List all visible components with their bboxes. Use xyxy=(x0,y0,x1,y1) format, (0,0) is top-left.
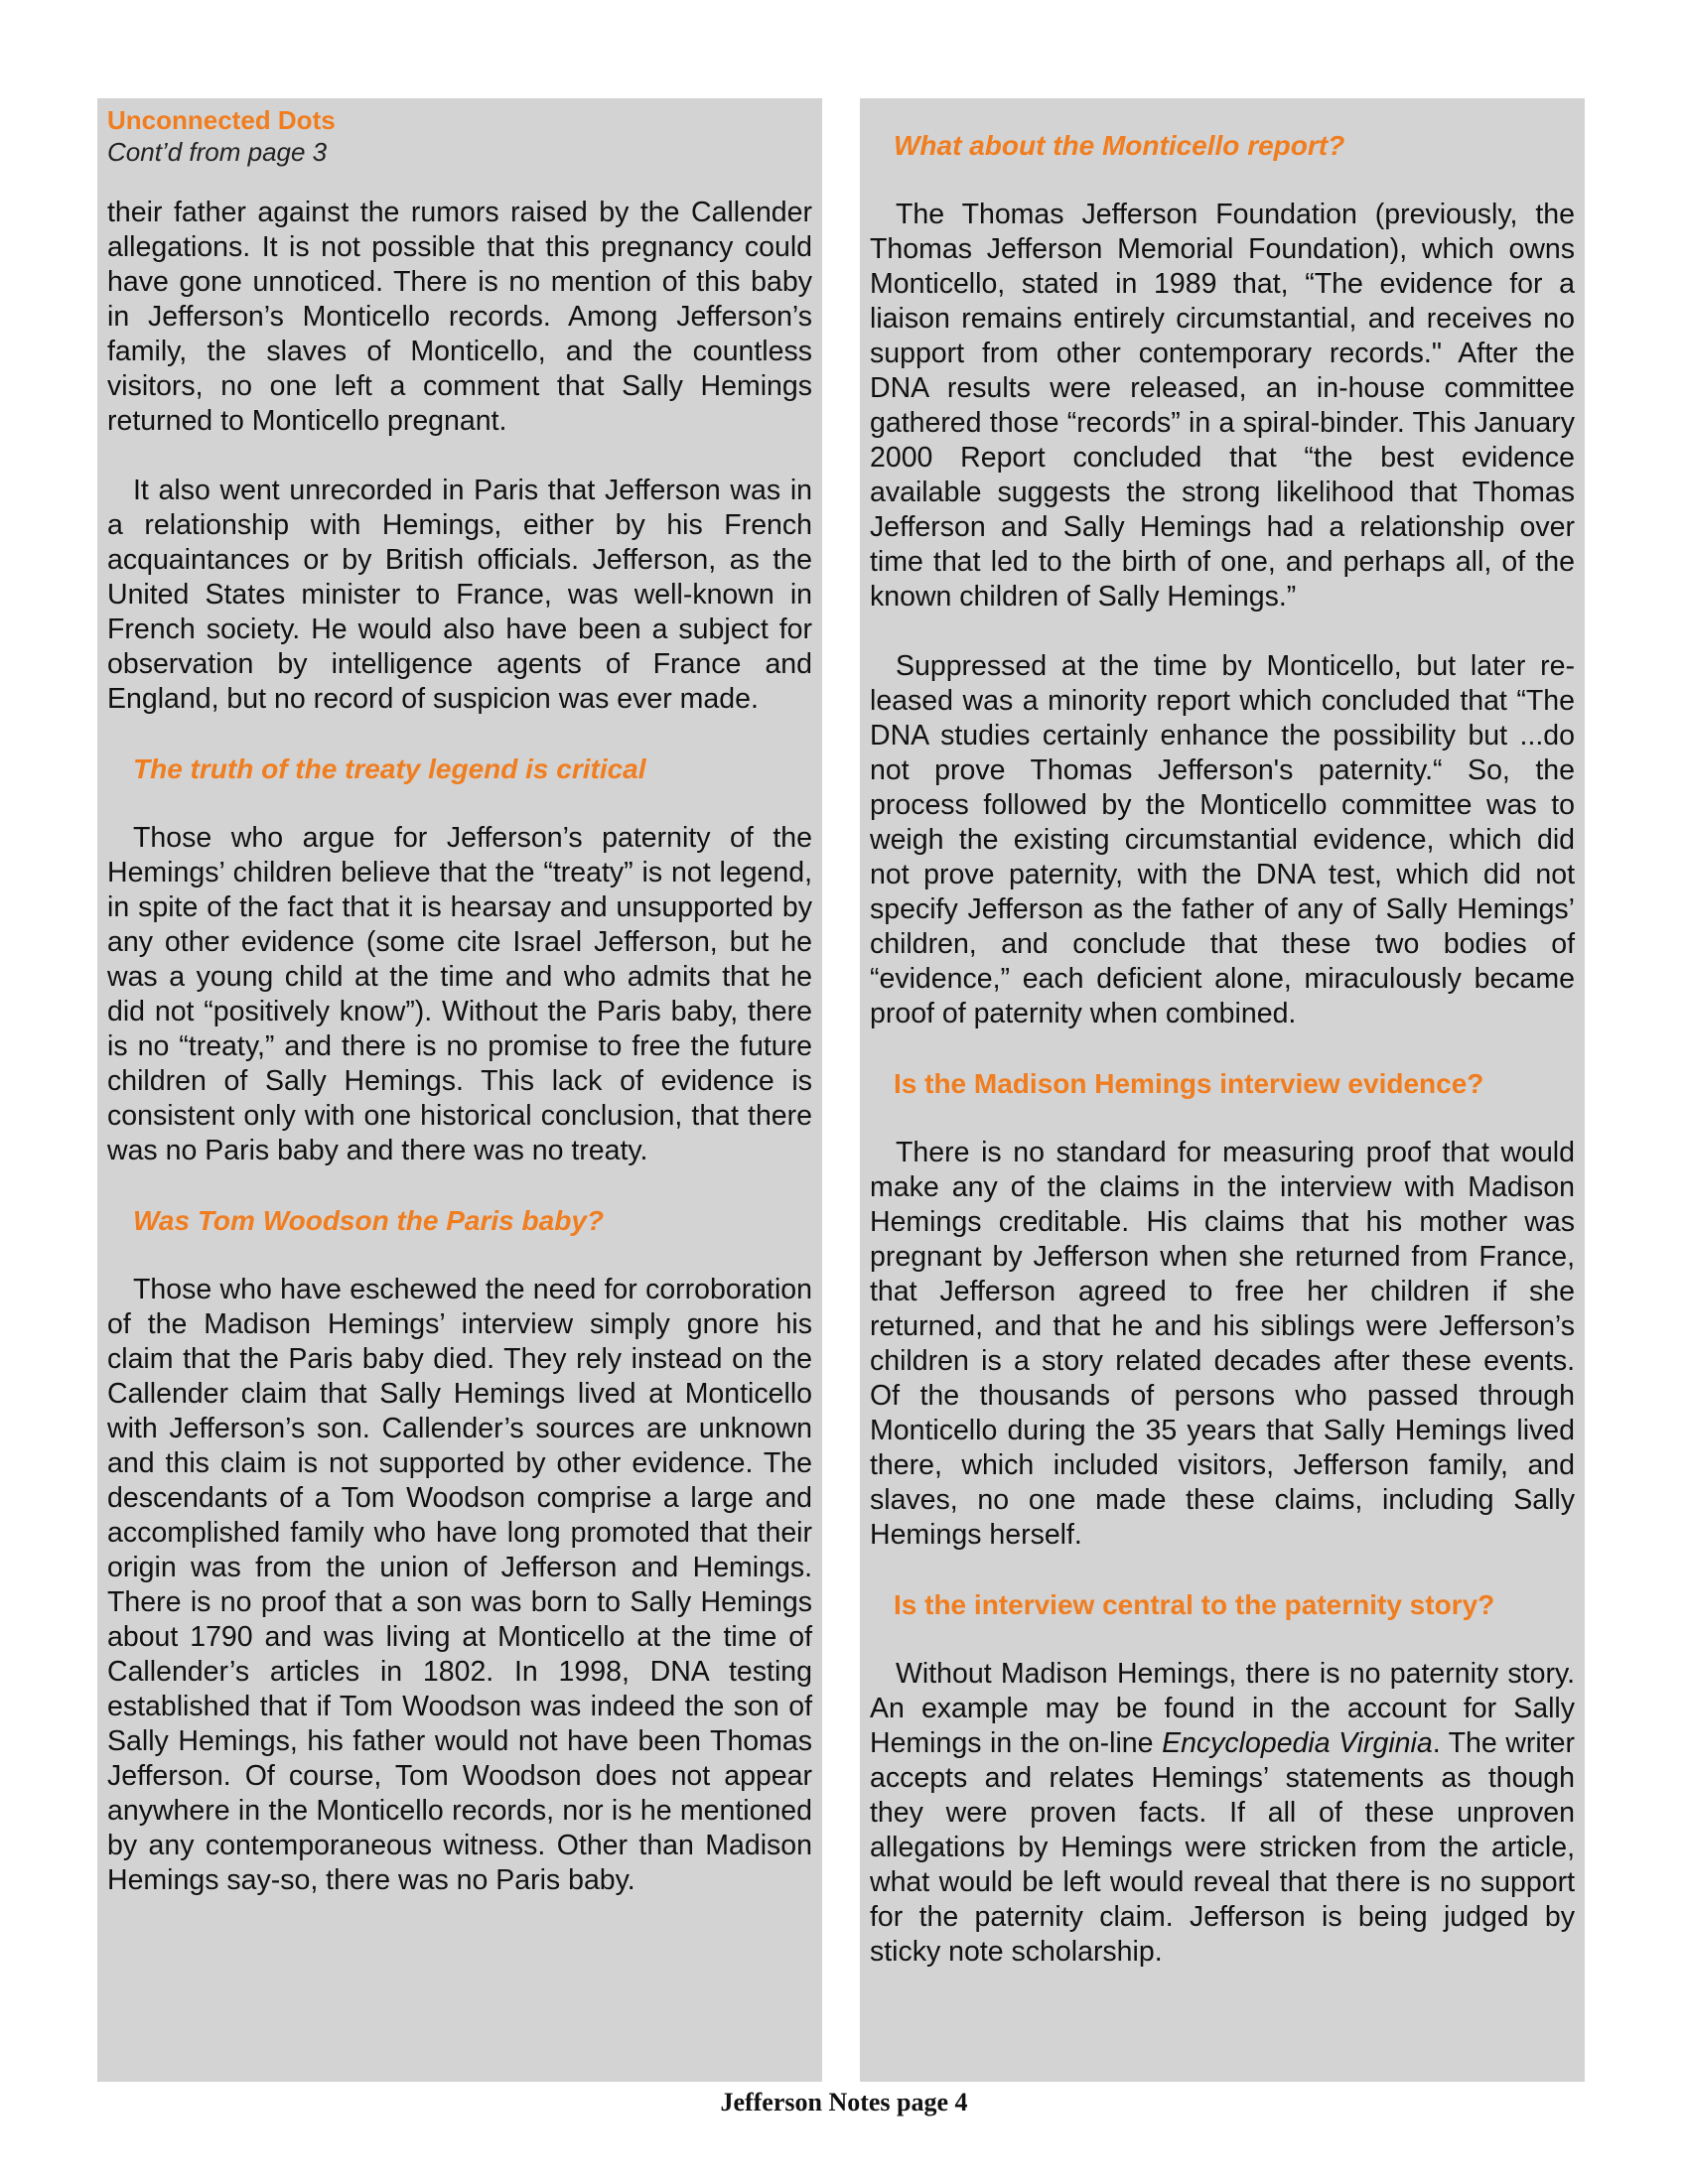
paragraph-text-part: . The writer accepts and relates Hemings’ statements as though they were proven facts. If all of these unproven allegations by Hemings were stricken from the article, what would be left would reveal that there is no support for the paternity claim. Jefferson is being judged by sticky note scholarship. xyxy=(870,1727,1575,1968)
left-column xyxy=(97,98,822,2082)
continued-note: Cont’d from page 3 xyxy=(107,137,328,167)
page-footer: Jefferson Notes page 4 xyxy=(720,2088,968,2116)
paragraph-foundation: The Thomas Jefferson Foundation (previously, the Thomas Jefferson Memorial Foundation), which owns Monticello, stated in 1989 that, “The evidence for a liaison remains entirely circumstantial, and receives no support from other contemporary records." After the DNA results were released, an in-house committee gathered those “records” in a spiral-binder. This January 2000 Report concluded that “the best evidence available suggests the strong likelihood that Thomas Jefferson and Sally Hemings had a relationship over time that led to the birth of one, and perhaps all, of the known children of Sally Hemings.” xyxy=(870,199,1575,613)
encyclopedia-title: Encyclopedia Virginia xyxy=(1162,1727,1433,1759)
right-column xyxy=(860,98,1585,2082)
paragraph-continued: their father against the rumors raised by the Callender allegations. It is not possible that this pregnancy could have gone unnoticed. There is no mention of this baby in Jefferson’s Monticello records. Among Jefferson’s family, the slaves of Monticello, and the countless visitors, no one left a comment that Sally Hemings returned to Monticello pregnant. xyxy=(107,197,812,437)
heading-treaty-legend: The truth of the treaty legend is critical xyxy=(133,753,646,784)
paragraph-text-part: Without Madison Hemings, there is no paternity story. An example may be found in the account for Sally Hemings in the on-line xyxy=(870,1658,1575,1759)
paragraph-tom-woodson: Those who have eschewed the need for corroboration of the Madison Hemings’ interview simply gnore his claim that the Paris baby died. They rely instead on the Callender claim that Sally Hemings lived at Monticello with Jefferson’s son. Callender’s sources are unknown and this claim is not supported by other evidence. The descendants of a Tom Woodson comprise a large and accomplished family who have long promoted that their origin was from the union of Jefferson and Hemings. There is no proof that a son was born to Sally Hemings about 1790 and was living at Monticello at the time of Callender’s articles in 1802. In 1998, DNA testing established that if Tom Woodson was indeed the son of Sally Hemings, his father would not have been Thomas Jefferson. Of course, Tom Woodson does not appear anywhere in the Monticello records, nor is he mentioned by any contemporaneous witness. Other than Madison Hemings say-so, there was no Paris baby. xyxy=(107,1274,812,1896)
paragraph-treaty: Those who argue for Jefferson’s paternity of the Hemings’ children believe that the “treaty” is not legend, in spite of the fact that it is hearsay and unsupported by any other evidence (some cite Israel Jefferson, but he was a young child at the time and who admits that he did not “positively know”). Without the Paris baby, there is no “treaty,” and there is no promise to free the future children of Sally Hemings. This lack of evidence is consistent only with one historical conclusion, that there was no Paris baby and there was no treaty. xyxy=(107,822,812,1166)
heading-monticello-report: What about the Monticello report? xyxy=(894,130,1345,161)
paragraph-minority-report: Suppressed at the time by Monticello, but later released was a minority report which concluded that “The DNA studies certainly enhance the possibility but ...do not prove Thomas Jefferson's paternity.“ So, the process followed by the Monticello committee was to weigh the existing circumstantial evidence, which did not prove paternity, with the DNA test, which did not specify Jefferson as the father of any of Sally Hemings’ children, and conclude that these two bodies of “evidence,” each deficient alone, miraculously became proof of paternity when combined. xyxy=(870,650,1575,1029)
heading-interview-central: Is the interview central to the paternity story? xyxy=(894,1589,1495,1620)
heading-tom-woodson: Was Tom Woodson the Paris baby? xyxy=(133,1205,604,1236)
paragraph-interview-claims: There is no standard for measuring proof that would make any of the claims in the interview with Madison Hemings creditable. His claims that his mother was pregnant by Jefferson when she returned from France, that Jefferson agreed to free her children if she returned, and that he and his siblings were Jefferson’s children is a story related decades after these events. Of the thousands of persons who passed through Monticello during the 35 years that Sally Hemings lived there, which included visitors, Jefferson family, and slaves, no one made these claims, including Sally Hemings herself. xyxy=(870,1137,1575,1551)
heading-interview-evidence: Is the Madison Hemings interview evidence? xyxy=(894,1068,1484,1099)
section-kicker: Unconnected Dots xyxy=(107,105,336,135)
paragraph-paris-unrecorded: It also went unrecorded in Paris that Jefferson was in a relationship with Hemings, either by his French acquaintances or by British officials. Jefferson, as the United States minister to France, was well-known in French society. He would also have been a subject for observation by intelligence agents of France and England, but no record of suspicion was ever made. xyxy=(107,475,812,715)
paragraph-paternity-story xyxy=(870,1657,1575,1970)
